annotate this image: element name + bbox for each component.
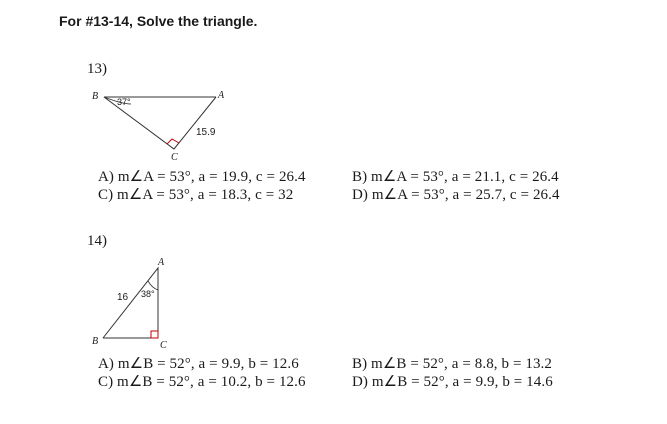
vertex-b-label-14: B <box>92 336 99 347</box>
vertex-a-label-13: A <box>218 90 225 101</box>
choice-13-d[interactable]: D) m∠A = 53°, a = 25.7, c = 26.4 <box>352 187 560 203</box>
angle-a-label-14: 38° <box>141 289 155 299</box>
vertex-b-label-13: B <box>92 91 99 102</box>
choice-14-a[interactable]: A) m∠B = 52°, a = 9.9, b = 12.6 <box>98 356 299 372</box>
page-heading: For #13-14, Solve the triangle. <box>59 13 258 29</box>
question-14-number: 14) <box>87 233 107 249</box>
side-label-14: 16 <box>117 292 129 303</box>
question-13-number: 13) <box>87 61 107 77</box>
angle-b-label-13: 37° <box>117 97 131 107</box>
vertex-c-label-13: C <box>171 152 178 163</box>
side-label-13: 15.9 <box>196 127 216 138</box>
choice-14-b[interactable]: B) m∠B = 52°, a = 8.8, b = 13.2 <box>352 356 553 372</box>
choice-14-c[interactable]: C) m∠B = 52°, a = 10.2, b = 12.6 <box>98 374 306 390</box>
vertex-a-label-14: A <box>158 257 165 268</box>
choice-13-a[interactable]: A) m∠A = 53°, a = 19.9, c = 26.4 <box>98 169 306 185</box>
choice-13-c[interactable]: C) m∠A = 53°, a = 18.3, c = 32 <box>98 187 294 203</box>
choice-14-d[interactable]: D) m∠B = 52°, a = 9.9, b = 14.6 <box>352 374 553 390</box>
vertex-c-label-14: C <box>160 340 167 351</box>
choice-13-b[interactable]: B) m∠A = 53°, a = 21.1, c = 26.4 <box>352 169 559 185</box>
